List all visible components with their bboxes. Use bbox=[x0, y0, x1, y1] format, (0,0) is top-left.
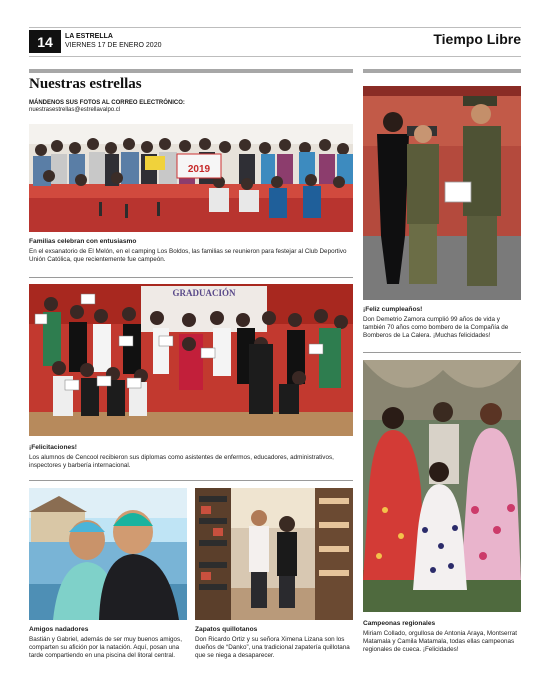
issue-date: VIERNES 17 DE ENERO 2020 bbox=[65, 42, 162, 49]
families-banner-text: 2019 bbox=[187, 164, 211, 175]
divider-2 bbox=[29, 480, 353, 481]
masthead bbox=[65, 32, 162, 50]
header-top-rule bbox=[29, 27, 521, 28]
graduates-caption bbox=[29, 444, 353, 470]
right-column-bar bbox=[363, 69, 521, 73]
champions-text: Miriam Collado, orgullosa de Antonia Araya, Montserrat Matamala y Camila Matamala, todas ellas campeonas regionales de cueca. ¡Felicidades! bbox=[363, 630, 517, 653]
page-title: Nuestras estrellas bbox=[29, 76, 142, 92]
graduates-heading: ¡Felicitaciones! bbox=[29, 444, 78, 451]
champions-caption bbox=[363, 620, 521, 654]
swimmers-photo bbox=[29, 488, 187, 620]
swimmers-caption bbox=[29, 626, 187, 660]
shoes-heading: Zapatos quillotanos bbox=[195, 626, 258, 633]
section-title: Tiempo Libre bbox=[433, 31, 521, 47]
families-text: En el exsanatorio de El Melón, en el camping Los Boldos, las familias se reunieron para festejar al Club Deportivo Unión Católica, que recientemente fue campeón. bbox=[29, 248, 347, 263]
families-caption bbox=[29, 238, 353, 264]
families-photo bbox=[29, 124, 353, 232]
paper-name: LA ESTRELLA bbox=[65, 33, 113, 40]
page-number: 14 bbox=[29, 30, 61, 53]
birthday-caption bbox=[363, 306, 521, 340]
header-bottom-rule bbox=[29, 56, 521, 57]
graduation-banner-text: GRADUACIÓN bbox=[172, 288, 236, 298]
champions-photo bbox=[363, 360, 521, 612]
birthday-text: Don Demetrio Zamora cumplió 99 años de vida y también 70 años como bombero de la Compañía de Bomberos de La Calera. ¡Muchas felicidades! bbox=[363, 316, 509, 339]
contact-label: MÁNDENOS SUS FOTOS AL CORREO ELECTRÓNICO: bbox=[29, 100, 185, 106]
families-heading: Familias celebran con entusiasmo bbox=[29, 238, 137, 245]
birthday-photo bbox=[363, 86, 521, 300]
shoes-text: Don Ricardo Ortiz y su señora Ximena Lizana son los dueños de “Danko”, una tradicional zapatería quillotana que se niega a desaparecer. bbox=[195, 636, 350, 659]
swimmers-heading: Amigos nadadores bbox=[29, 626, 89, 633]
swimmers-text: Bastián y Gabriel, además de ser muy buenos amigos, comparten su afición por la natación. Aquí, posan una tarde compartiendo en una piscina del litoral central. bbox=[29, 636, 182, 659]
divider-1 bbox=[29, 277, 353, 278]
graduates-text: Los alumnos de Cencool recibieron sus diplomas como asistentes de enfermos, educadores, administrativos, inspectores y barbería internacional. bbox=[29, 454, 334, 469]
divider-3 bbox=[363, 352, 521, 353]
champions-heading: Campeonas regionales bbox=[363, 620, 436, 627]
contact-email: nuestrasestrellas@estrellavalpo.cl bbox=[29, 107, 121, 113]
contact-info bbox=[29, 100, 185, 114]
birthday-heading: ¡Feliz cumpleaños! bbox=[363, 306, 423, 313]
shoes-photo bbox=[195, 488, 353, 620]
left-column-bar bbox=[29, 69, 353, 73]
graduation-photo bbox=[29, 284, 353, 436]
shoes-caption bbox=[195, 626, 353, 660]
